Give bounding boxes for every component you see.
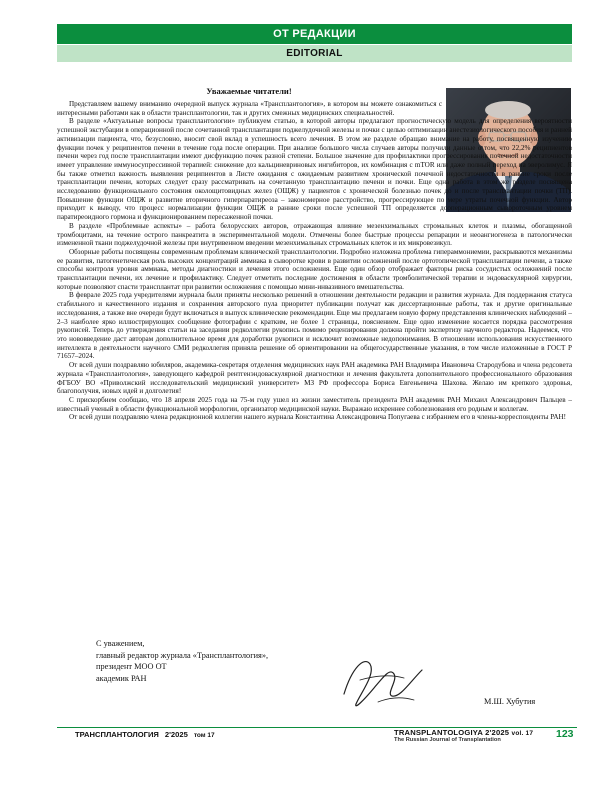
footer-volume-en: vol. 17 <box>511 730 534 737</box>
editorial-body <box>57 100 572 422</box>
footer-title-en: TRANSPLANTOLOGIYA <box>394 728 483 737</box>
paragraph-editorial-decisions: В феврале 2025 года учредителями журнала были приняты несколько решений в отношении деятельности редакции и развития журнала. Для поддержания статуса стабильного и качественного издания и сохранения авторского пула приоритет публикации получат как диссертационные работы, так и другие оригинальные исследования, а также вне очереди будут включаться в выпуск клинические рекомендации. Еще мы предлагаем новую форму представления клинических наблюдений – 2–3 наиболее ярко иллюстрирующих сообщение фотографии с кратким, не более 1 страницы, пояснением. Еще одно изменение косается порядка рассмотрения рукописей. Теперь до утверждения статьи на заседании редколлегии рукопись помимо рецензирования должна пройти экспертизу научного редактора. Надеемся, что это нововведение даст авторам дополнительное время для доработки рукописи и исключит возможные недопонимания. В отношении использования искусственного интеллекта в деятельности научного СМИ редколлегия приняла решение об ориентировании на общегосударственные указания, в том числе изложенные в ГОСТ Р 71657–2024. <box>57 291 572 361</box>
signoff-role-editor: главный редактор журнала «Трансплантология», <box>96 650 269 660</box>
handwritten-signature <box>334 650 429 712</box>
footer-issue-en: 2'2025 <box>485 728 510 737</box>
section-header-en: EDITORIAL <box>57 45 572 62</box>
footer-journal-en <box>394 728 554 743</box>
paragraph-actual-issues: В разделе «Актуальные вопросы трансплантологии» публикуем статью, в которой авторы предлагают прогностическую модель для определения вероятности успешной экстубации в операционной после сочетанной трансплантации поджелудочной железы и почки с целью оптимизации анестезиологического пособия и ранней активизации пациента, что, безусловно, вносит свой вклад в успешность всего лечения. В этом же разделе обращаю внимание на работу, посвященную изучению функции почек у реципиентов печени в течение года после операции. При анализе большого числа случаев авторы получили данные о том, что 22,2% реципиентов печени через год после трансплантации имеют дисфункцию почек разной степени. Большое значение для профилактики прогрессирования почечной недостаточности имеет управление иммуносупрессивной терапией: снижение доз кальциневриновых ингибиторов, их комбинация с mTOR или даже полный переход на эверолимус. Я бы также отметил важность выявления реципиентов в Листе ожидания с ожидаемым развитием хронической почечной недостаточности в ранние сроки после трансплантации печени, которых следует сразу рассматривать на сочетанную трансплантацию печени и почки. Еще одна работа в этом же разделе посвящена исследованию функционального состояния околощитовидных желез (ОЩЖ) у пациентов с хронической болезнью почек до и после трансплантации почки (ТП). Повышение функции ОЩЖ и развитие вторичного гиперпаратиреоза – закономерное расстройство, прогрессирующее по мере утраты почечной функции. Автор приходит к выводу, что процесс нормализации функции ОЩЖ в ранние сроки после успешной ТП определяется дооперационным сывороточным уровнем паратиреоидного гормона и функционированием пересаженной почки. <box>57 117 572 222</box>
signoff-role-president: президент МОО ОТ <box>96 662 167 671</box>
signoff-block <box>96 638 268 684</box>
section-header-ru: ОТ РЕДАКЦИИ <box>57 24 572 44</box>
footer-volume-ru: том 17 <box>193 732 215 739</box>
signoff-academic-title: академик РАН <box>96 673 147 683</box>
footer-journal-ru <box>75 730 215 739</box>
signoff-regards: С уважением, <box>96 639 145 648</box>
paragraph-intro: Представляем вашему вниманию очередной выпуск журнала «Трансплантология», в котором вы можете ознакомиться с интересными работами как в области трансплантологии, так и других смежных медицинских специальностей. <box>57 100 442 117</box>
footer-title-ru: ТРАНСПЛАНТОЛОГИЯ <box>75 730 159 739</box>
paragraph-election: От всей души поздравляю члена редакционной коллегии нашего журнала Константина Александровича Попугаева с избранием его в члены-корреспонденты РАН! <box>69 413 567 422</box>
paragraph-congratulations: От всей души поздравляю юбиляров, академика-секретаря отделения медицинских наук РАН академика РАН Владимира Ивановича Стародубова и члена редсовета журнала «Трансплантология», заведующего кафедрой рентгенэндоваскулярной диагностики и лечения факультета дополнительного профессионального образования ФГБОУ ВО «Приволжский исследовательский медицинский университет» МЗ РФ профессора Бориса Евгеньевича Шахова. Желаю им крепкого здоровья, благополучия, новых идей и долголетия! <box>57 361 572 396</box>
paragraph-reviews: Обзорные работы посвящены современным проблемам клинической трансплантологии. Подробно изложена проблема гипераммониемии, раскрываются механизмы ее развития, патогенетическая роль высоких концентраций аммиака в сыворотке крови в развитии осложнений после ортотопической трансплантации печени, а также способы контроля уровня аммиака, методы диагностики и лечения этого осложнения. Еще один обзор отображает факторы риска сосудистых осложнений после трансплантации печени, их лечение и профилактику. Следует отметить последние достижения в области тромболитической терапии и эндоваскулярной хирургии, которые позволяют спасти трансплантат при развитии осложнения с помощью мини-инвазивного вмешательства. <box>57 247 572 291</box>
paragraph-condolences: С прискорбием сообщаю, что 18 апреля 2025 года на 75-м году ушел из жизни заместитель президента РАН академик РАН Михаил Александрович Пальцев – известный ученый в области функциональной морфологии, организатор медицинской науки. Выражаю искреннее соболезнования его родным и коллегам. <box>57 395 572 413</box>
paragraph-problem-aspects: В разделе «Проблемные аспекты» – работа белорусских авторов, отражающая влияние мезенхимальных стромальных клеток и плазмы, обогащенной тромбоцитами, на течение острого панкреатита в экспериментальной модели. Отмечены более быстрые процессы репарации и неоангиогенеза в патологически измененной ткани поджелудочной железы при внутривенном введении мезенхимальных стромальных клеток и их микровезикул. <box>57 221 572 248</box>
page-number: 123 <box>556 728 574 740</box>
editor-name: М.Ш. Хубутия <box>484 697 536 706</box>
footer-subtitle-en: The Russian Journal of Transplantation <box>394 737 501 743</box>
footer-issue-ru: 2'2025 <box>164 730 188 739</box>
greeting: Уважаемые читатели! <box>206 86 292 96</box>
